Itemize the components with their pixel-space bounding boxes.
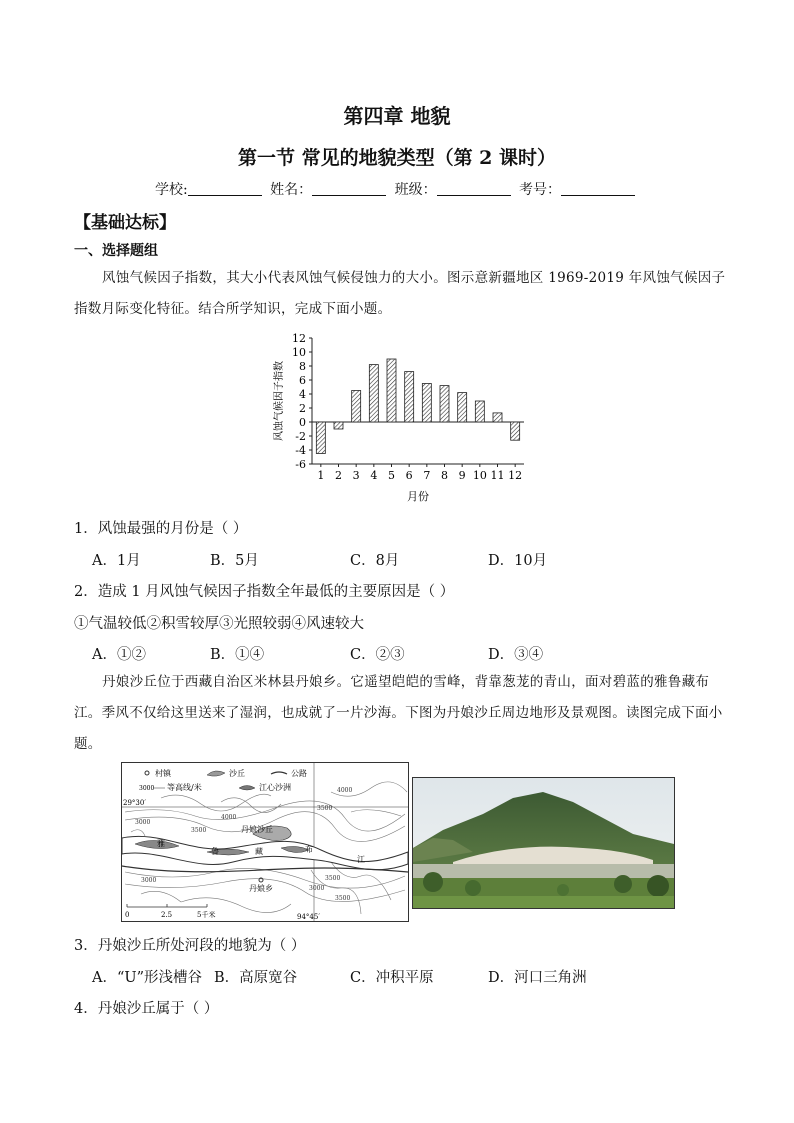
section-label: 【基础达标】 xyxy=(74,213,176,233)
x-tick-label: 11 xyxy=(490,469,505,482)
chapter-title: 第四章 地貌 xyxy=(343,104,451,128)
dune-landscape-photo xyxy=(412,777,675,909)
x-tick-label: 1 xyxy=(317,469,325,482)
question-4 xyxy=(74,997,218,1018)
contour-value-label: 3000 xyxy=(141,877,157,884)
passage-2: 丹娘沙丘位于西藏自治区米林县丹娘乡。它遥望皑皑的雪峰，背靠葱茏的青山，面对碧蓝的雅鲁藏布江。季风不仅给这里送来了湿润，也成就了一片沙海。下图为丹娘沙丘周边地形及景观图。读图完成下面小题。 xyxy=(74,674,723,752)
q3-option-c[interactable]: C．冲积平原 xyxy=(350,970,434,986)
bar xyxy=(422,384,431,423)
question-3-text: 丹娘沙丘所处河段的地貌为（ ） xyxy=(97,938,306,954)
y-tick-label: -2 xyxy=(295,430,306,443)
bar xyxy=(511,422,520,440)
q2-option-b[interactable]: B．①④ xyxy=(210,647,265,663)
contour-value-label: 4000 xyxy=(337,787,353,794)
bar xyxy=(334,422,343,429)
y-axis-label: 风蚀气候因子指数 xyxy=(274,361,285,441)
question-4-text: 丹娘沙丘属于（ ） xyxy=(97,1001,219,1017)
terrain-map xyxy=(121,762,409,922)
x-tick-label: 9 xyxy=(458,469,466,482)
bar xyxy=(440,386,449,422)
contour-value-label: 3500 xyxy=(325,875,341,882)
question-2-text: 造成 1 月风蚀气候因子指数全年最低的主要原因是（ ） xyxy=(97,584,455,600)
contour-value-label: 3500 xyxy=(191,827,207,834)
scale-0: 0 xyxy=(125,911,130,919)
y-tick-label: 12 xyxy=(292,332,306,345)
q1-option-a[interactable]: A．1月 xyxy=(92,553,141,569)
river-char-label: 江 xyxy=(357,855,365,864)
river-water xyxy=(413,864,674,878)
school-label: 学校: xyxy=(154,182,188,198)
place-dune-label: 丹娘沙丘 xyxy=(241,825,273,834)
contour-value-label: 3000 xyxy=(135,819,151,826)
legend-road: 公路 xyxy=(291,769,307,778)
x-tick-label: 8 xyxy=(441,469,448,482)
class-blank[interactable] xyxy=(437,182,511,196)
q1-option-d[interactable]: D．10月 xyxy=(488,553,548,569)
section-title: 第一节 常见的地貌类型（第 2 课时） xyxy=(237,147,557,169)
contour-value-label: 3000 xyxy=(309,885,325,892)
bar xyxy=(316,422,325,454)
bar xyxy=(387,359,396,422)
x-tick-label: 3 xyxy=(352,469,360,482)
bar xyxy=(458,393,467,422)
y-tick-label: 8 xyxy=(299,360,306,373)
question-1-number: 1． xyxy=(74,521,98,537)
contour-value-label: 3500 xyxy=(317,805,333,812)
legend-contour: 等高线/米 xyxy=(167,783,202,792)
name-label: 姓名： xyxy=(270,182,313,198)
bar xyxy=(369,365,378,422)
y-tick-label: 2 xyxy=(299,402,306,415)
q1-option-b[interactable]: B．5月 xyxy=(210,553,259,569)
q3-option-b[interactable]: B．高原宽谷 xyxy=(214,970,298,986)
exam-number-blank[interactable] xyxy=(561,182,635,196)
question-3-options xyxy=(92,966,587,987)
q3-option-d[interactable]: D．河口三角洲 xyxy=(488,970,587,986)
bar xyxy=(475,401,484,422)
longitude-label: 94°45′ xyxy=(297,913,320,921)
x-tick-label: 7 xyxy=(423,469,431,482)
question-3 xyxy=(74,934,305,955)
question-2-number: 2． xyxy=(74,584,98,600)
bar xyxy=(493,413,502,422)
x-tick-label: 10 xyxy=(472,469,487,482)
question-1-text: 风蚀最强的月份是（ ） xyxy=(97,521,248,537)
wind-erosion-chart xyxy=(260,328,540,508)
x-tick-label: 12 xyxy=(508,469,523,482)
x-tick-label: 5 xyxy=(388,469,395,482)
y-tick-label: 10 xyxy=(292,346,306,359)
question-2-statements: ①气温较低②积雪较厚③光照较弱④风速较大 xyxy=(74,616,364,632)
landscape-illustration xyxy=(413,778,674,908)
chart-axes xyxy=(309,338,524,467)
river-char-label: 布 xyxy=(305,845,313,854)
name-blank[interactable] xyxy=(312,182,386,196)
exam-number-label: 考号： xyxy=(519,182,562,198)
river-char-label: 雅 xyxy=(157,839,165,848)
q2-option-a[interactable]: A．①② xyxy=(92,647,146,663)
question-4-number: 4． xyxy=(74,1001,98,1017)
x-axis-label: 月份 xyxy=(407,490,429,503)
scale-2-5: 2.5 xyxy=(161,911,173,919)
legend-contour-value: 3000 xyxy=(139,785,155,792)
place-town-label: 丹娘乡 xyxy=(249,884,273,893)
contour-value-label: 3500 xyxy=(335,895,351,902)
y-tick-label: -4 xyxy=(295,444,306,457)
bar xyxy=(352,391,361,423)
x-tick-label: 2 xyxy=(335,469,342,482)
bar xyxy=(405,372,414,422)
subsection-label: 一、选择题组 xyxy=(74,243,158,259)
y-tick-label: 6 xyxy=(299,374,306,387)
legend-village: 村镇 xyxy=(155,769,171,778)
legend-dune: 沙丘 xyxy=(229,769,245,778)
legend-sandbar: 江心沙洲 xyxy=(259,783,291,792)
student-info-line xyxy=(0,179,794,199)
question-3-number: 3． xyxy=(74,938,98,954)
q2-option-d[interactable]: D．③④ xyxy=(488,647,544,663)
question-1 xyxy=(74,517,247,538)
question-2-options xyxy=(92,643,543,664)
latitude-label: 29°30′ xyxy=(123,799,146,807)
q1-option-c[interactable]: C．8月 xyxy=(350,553,400,569)
river-char-label: 藏 xyxy=(255,847,263,856)
scale-5km: 5千米 xyxy=(197,911,216,919)
contour-value-label: 4000 xyxy=(221,814,237,821)
y-tick-label: 0 xyxy=(299,416,306,429)
question-1-options xyxy=(92,549,547,570)
school-blank[interactable] xyxy=(188,182,262,196)
passage-1: 风蚀气候因子指数，其大小代表风蚀气候侵蚀力的大小。图示意新疆地区 1969-2019 年风蚀气候因子指数月际变化特征。结合所学知识，完成下面小题。 xyxy=(74,270,726,317)
x-tick-label: 4 xyxy=(370,469,378,482)
y-tick-label: -6 xyxy=(295,458,306,471)
x-tick-label: 6 xyxy=(405,469,413,482)
q2-option-c[interactable]: C．②③ xyxy=(350,647,405,663)
river-char-label: 鲁 xyxy=(211,847,219,856)
y-tick-label: 4 xyxy=(299,388,306,401)
q3-option-a[interactable]: A．“U”形浅槽谷 xyxy=(92,970,203,986)
class-label: 班级： xyxy=(394,182,437,198)
question-2 xyxy=(74,580,454,601)
chart-bars xyxy=(316,359,519,454)
